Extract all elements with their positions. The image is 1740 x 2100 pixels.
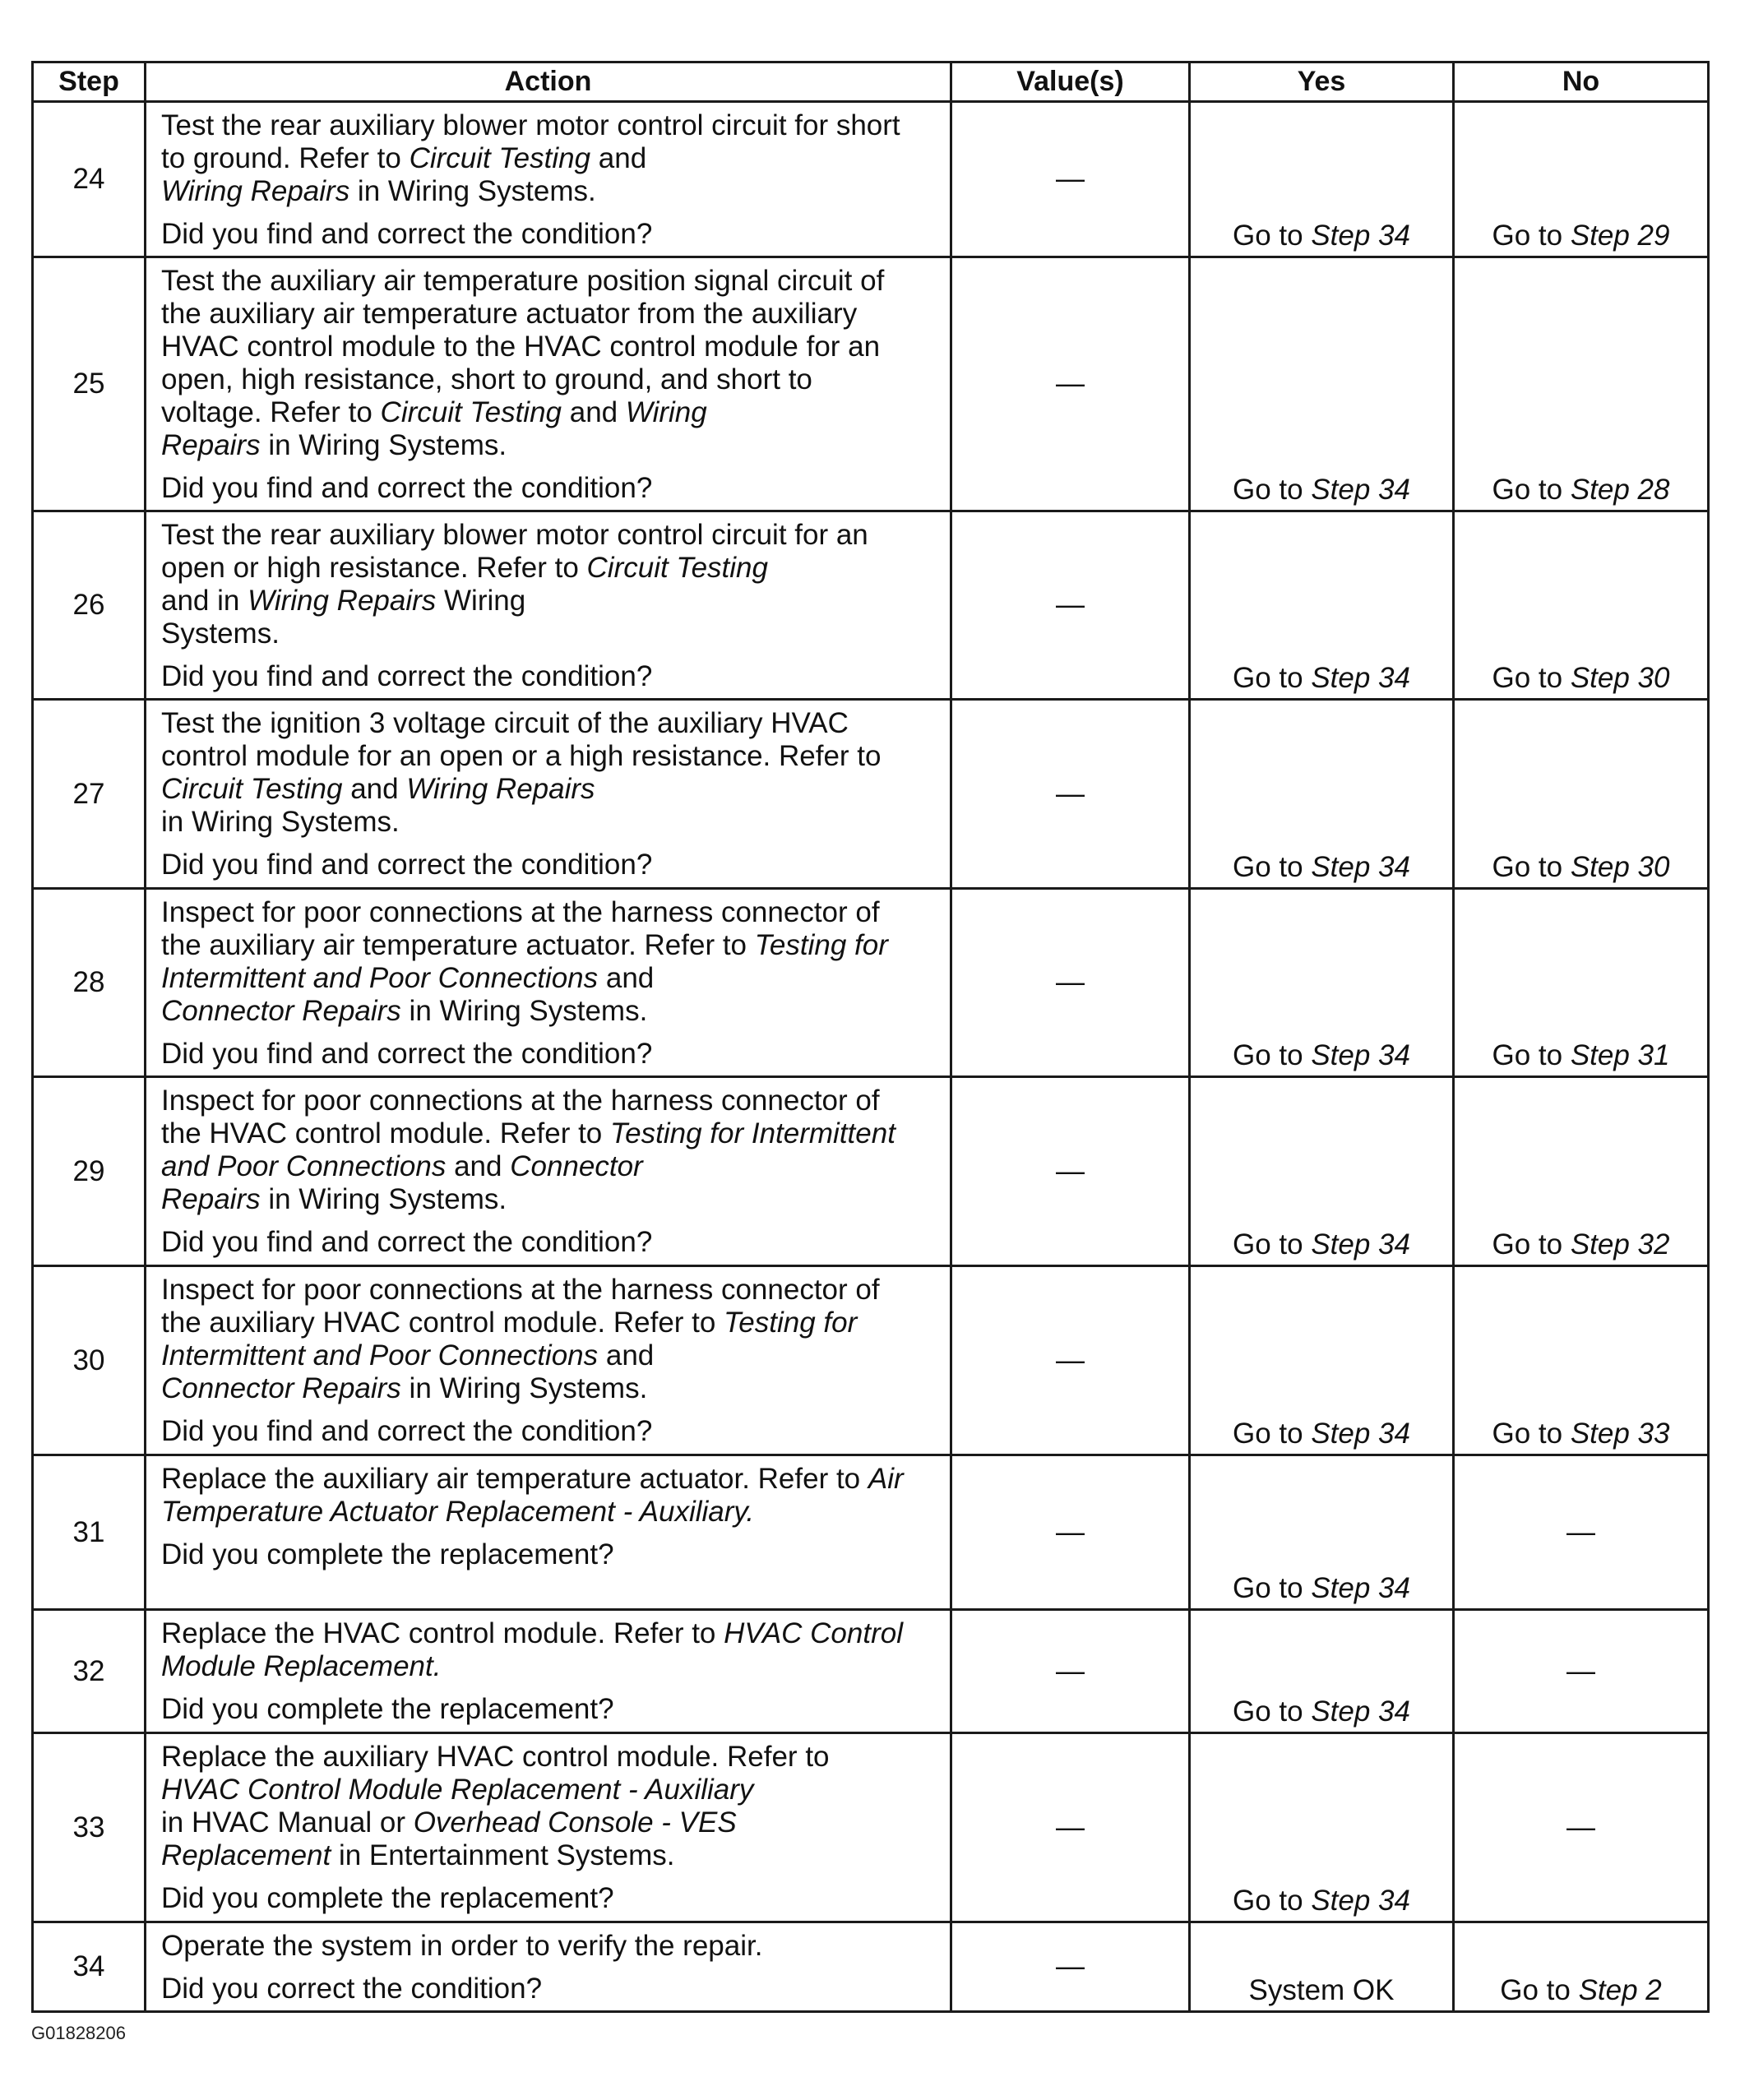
yes-step-ref: Step 34 <box>1311 1039 1410 1071</box>
step-number: 25 <box>33 257 146 511</box>
action-description <box>161 1741 940 1872</box>
action-cell <box>146 700 951 889</box>
yes-step-ref: Step 34 <box>1311 662 1410 694</box>
action-question: Did you complete the replacement? <box>161 1693 614 1725</box>
yes-step-ref: Step 34 <box>1311 1418 1410 1450</box>
no-step-ref: Step 2 <box>1578 1974 1662 2006</box>
figure-code: G01828206 <box>31 2023 126 2043</box>
reference-title: Wiring Repairs <box>161 396 707 461</box>
no-text: Go to <box>1492 220 1571 252</box>
action-cell <box>146 257 951 511</box>
action-text: and <box>605 1339 655 1371</box>
yes-cell <box>1190 1922 1454 2012</box>
action-text: and <box>342 773 407 805</box>
step-number: 30 <box>33 1266 146 1455</box>
table-row <box>33 1077 1709 1266</box>
action-cell <box>146 1922 951 2012</box>
reference-title: Testing for Intermittent and Poor Connections <box>161 1307 858 1371</box>
action-text: Replace the HVAC control module. Refer to <box>161 1617 724 1649</box>
action-question: Did you find and correct the condition? <box>161 472 653 504</box>
reference-title: Wiring Repairs <box>161 175 350 207</box>
action-cell <box>146 102 951 257</box>
yes-text: Go to <box>1233 662 1312 694</box>
yes-cell <box>1190 1077 1454 1266</box>
reference-title: Air Temperature Actuator Replacement - Auxiliary. <box>161 1463 904 1528</box>
no-step-ref: Step 30 <box>1570 662 1670 694</box>
table-row <box>33 1610 1709 1733</box>
no-cell <box>1454 102 1709 257</box>
action-description <box>161 519 940 650</box>
action-text: and <box>562 396 626 428</box>
yes-text: Go to <box>1233 1695 1312 1728</box>
table-row <box>33 700 1709 889</box>
yes-text: Go to <box>1233 474 1312 506</box>
yes-cell <box>1190 1455 1454 1610</box>
value-cell: — <box>951 889 1190 1077</box>
reference-title: Connector Repairs <box>161 1150 643 1215</box>
action-text: Operate the system in order to verify the repair. <box>161 1930 763 1962</box>
action-text: in Wiring Systems. <box>260 1183 507 1215</box>
reference-title: Connector Repairs <box>161 1372 401 1404</box>
yes-cell <box>1190 889 1454 1077</box>
action-description <box>161 896 940 1028</box>
value-cell: — <box>951 1266 1190 1455</box>
action-cell <box>146 511 951 700</box>
reference-title: Wiring Repairs <box>248 585 437 617</box>
yes-step-ref: Step 34 <box>1311 1885 1410 1917</box>
table-row <box>33 511 1709 700</box>
yes-cell <box>1190 511 1454 700</box>
header-action: Action <box>146 62 951 102</box>
yes-text: Go to <box>1233 1418 1312 1450</box>
yes-text: Go to <box>1233 1039 1312 1071</box>
action-description <box>161 1930 940 1963</box>
action-text: Inspect for poor connections at the harness connector of the auxiliary HVAC control module. Refer to <box>161 1274 880 1339</box>
yes-cell <box>1190 700 1454 889</box>
yes-text: Go to <box>1233 851 1312 883</box>
no-step-ref: Step 29 <box>1570 220 1670 252</box>
yes-cell <box>1190 257 1454 511</box>
action-question: Did you complete the replacement? <box>161 1538 614 1570</box>
action-description <box>161 707 940 839</box>
no-cell <box>1454 700 1709 889</box>
step-number: 24 <box>33 102 146 257</box>
no-cell <box>1454 1266 1709 1455</box>
action-question: Did you find and correct the condition? <box>161 1415 653 1447</box>
action-text: Replace the auxiliary air temperature actuator. Refer to <box>161 1463 868 1495</box>
reference-title: HVAC Control Module Replacement - Auxiliary <box>161 1774 754 1806</box>
table-header-row <box>33 62 1709 102</box>
action-cell <box>146 1455 951 1610</box>
value-cell: — <box>951 1455 1190 1610</box>
action-text: Inspect for poor connections at the harness connector of the auxiliary air temperature actuator. Refer to <box>161 896 880 961</box>
no-step-ref: Step 30 <box>1570 851 1670 883</box>
action-text: Replace the auxiliary HVAC control module. Refer to <box>161 1741 830 1773</box>
reference-title: Testing for Intermittent and Poor Connections <box>161 929 888 994</box>
no-step-ref: Step 31 <box>1570 1039 1670 1071</box>
action-text: Inspect for poor connections at the harness connector of the HVAC control module. Refer to <box>161 1085 880 1149</box>
step-number: 32 <box>33 1610 146 1733</box>
no-cell <box>1454 257 1709 511</box>
action-text: and in <box>161 585 240 617</box>
table-row <box>33 257 1709 511</box>
yes-text: Go to <box>1233 1885 1312 1917</box>
reference-title: HVAC Control Module Replacement. <box>161 1617 903 1682</box>
header-yes: Yes <box>1190 62 1454 102</box>
action-description <box>161 1274 940 1405</box>
value-cell: — <box>951 1733 1190 1922</box>
reference-title: Circuit Testing <box>380 396 562 428</box>
step-number: 29 <box>33 1077 146 1266</box>
yes-text: Go to <box>1233 1228 1312 1260</box>
reference-title: Testing for Intermittent and Poor Connections <box>161 1117 895 1182</box>
header-values: Value(s) <box>951 62 1190 102</box>
yes-step-ref: Step 34 <box>1311 474 1410 506</box>
step-number: 27 <box>33 700 146 889</box>
value-cell: — <box>951 700 1190 889</box>
action-cell <box>146 889 951 1077</box>
value-cell: — <box>951 1610 1190 1733</box>
action-cell <box>146 1077 951 1266</box>
no-text: — <box>1566 1516 1595 1548</box>
action-text: in HVAC Manual or <box>161 1806 405 1839</box>
yes-cell <box>1190 1733 1454 1922</box>
value-cell: — <box>951 511 1190 700</box>
no-cell <box>1454 889 1709 1077</box>
action-text: and <box>446 1150 511 1182</box>
yes-cell <box>1190 102 1454 257</box>
action-text: in Wiring Systems. <box>349 175 596 207</box>
step-number: 28 <box>33 889 146 1077</box>
action-text: in Wiring Systems. <box>260 429 507 461</box>
step-number: 26 <box>33 511 146 700</box>
diagnostic-steps-table <box>31 61 1710 2013</box>
action-question: Did you complete the replacement? <box>161 1882 614 1914</box>
yes-step-ref: Step 34 <box>1311 851 1410 883</box>
value-cell: — <box>951 257 1190 511</box>
no-text: Go to <box>1492 1418 1571 1450</box>
table-body <box>33 102 1709 2012</box>
no-step-ref: Step 28 <box>1570 474 1670 506</box>
action-question: Did you find and correct the condition? <box>161 1226 653 1258</box>
action-text: Test the rear auxiliary blower motor control circuit for an open or high resistance. Refer to <box>161 519 868 584</box>
no-step-ref: Step 33 <box>1570 1418 1670 1450</box>
table-row <box>33 1455 1709 1610</box>
yes-step-ref: Step 34 <box>1311 1572 1410 1604</box>
action-cell <box>146 1610 951 1733</box>
no-cell <box>1454 1455 1709 1610</box>
table-row <box>33 1266 1709 1455</box>
no-text: Go to <box>1500 1974 1579 2006</box>
header-step: Step <box>33 62 146 102</box>
table-row <box>33 889 1709 1077</box>
reference-title: Wiring Repairs <box>406 773 595 805</box>
action-question: Did you find and correct the condition? <box>161 218 653 250</box>
action-question: Did you find and correct the condition? <box>161 1038 653 1070</box>
reference-title: Circuit Testing <box>409 142 591 174</box>
action-description <box>161 109 940 208</box>
action-text: in Wiring Systems. <box>400 995 648 1027</box>
action-text: Test the ignition 3 voltage circuit of the auxiliary HVAC control module for an open or a high resistance. Refer to <box>161 707 882 772</box>
yes-cell <box>1190 1610 1454 1733</box>
table-row <box>33 102 1709 257</box>
no-cell <box>1454 511 1709 700</box>
table-row <box>33 1733 1709 1922</box>
step-number: 34 <box>33 1922 146 2012</box>
action-description <box>161 1617 940 1683</box>
reference-title: Overhead Console - VES Replacement <box>161 1806 737 1871</box>
action-cell <box>146 1733 951 1922</box>
reference-title: Circuit Testing <box>586 552 768 584</box>
no-cell <box>1454 1610 1709 1733</box>
action-text: in Entertainment Systems. <box>331 1839 675 1871</box>
value-cell: — <box>951 1077 1190 1266</box>
action-question: Did you correct the condition? <box>161 1973 543 2005</box>
action-question: Did you find and correct the condition? <box>161 849 653 881</box>
reference-title: Connector Repairs <box>161 995 401 1027</box>
action-text: and <box>605 962 655 994</box>
action-question: Did you find and correct the condition? <box>161 660 653 692</box>
action-text: in Wiring Systems. <box>400 1372 648 1404</box>
yes-cell <box>1190 1266 1454 1455</box>
action-description <box>161 1463 940 1529</box>
yes-step-ref: Step 34 <box>1311 1228 1410 1260</box>
no-step-ref: Step 32 <box>1570 1228 1670 1260</box>
no-text: Go to <box>1492 1228 1571 1260</box>
no-text: — <box>1566 1811 1595 1843</box>
action-text: Test the rear auxiliary blower motor control circuit for short to ground. Refer to <box>161 109 900 174</box>
step-number: 31 <box>33 1455 146 1610</box>
action-text: Test the auxiliary air temperature position signal circuit of the auxiliary air temperature actuator from the auxiliary HVAC control module to the HVAC control module for an open, high resistance, short to ground, and short to voltage. Refer to <box>161 265 885 428</box>
no-text: Go to <box>1492 474 1571 506</box>
reference-title: Circuit Testing <box>161 773 343 805</box>
step-number: 33 <box>33 1733 146 1922</box>
yes-text: Go to <box>1233 220 1312 252</box>
action-text: Wiring Systems. <box>161 585 526 650</box>
action-description <box>161 265 940 462</box>
no-cell <box>1454 1922 1709 2012</box>
no-cell <box>1454 1733 1709 1922</box>
yes-step-ref: Step 34 <box>1311 220 1410 252</box>
no-cell <box>1454 1077 1709 1266</box>
action-text: in Wiring Systems. <box>161 806 400 838</box>
header-no: No <box>1454 62 1709 102</box>
yes-step-ref: Step 34 <box>1311 1695 1410 1728</box>
action-text: and <box>598 142 647 174</box>
action-description <box>161 1085 940 1216</box>
no-text: Go to <box>1492 662 1571 694</box>
yes-text: System OK <box>1248 1974 1395 2006</box>
value-cell: — <box>951 102 1190 257</box>
value-cell: — <box>951 1922 1190 2012</box>
no-text: Go to <box>1492 851 1571 883</box>
no-text: — <box>1566 1655 1595 1687</box>
no-text: Go to <box>1492 1039 1571 1071</box>
yes-text: Go to <box>1233 1572 1312 1604</box>
action-cell <box>146 1266 951 1455</box>
table-row <box>33 1922 1709 2012</box>
